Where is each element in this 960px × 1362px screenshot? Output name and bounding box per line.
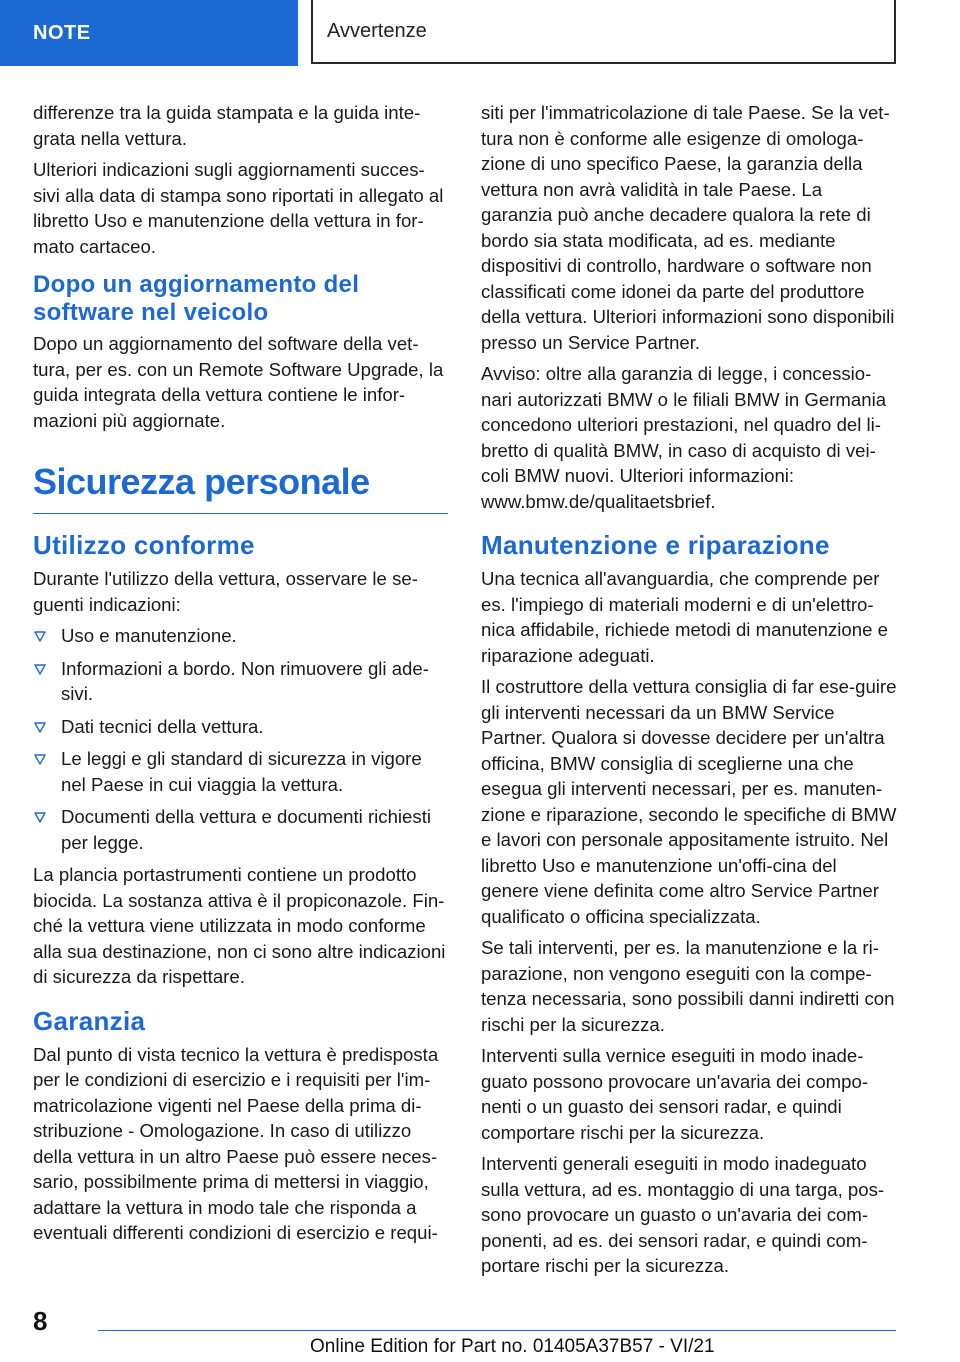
triangle-bullet-icon: [34, 664, 46, 675]
right-column: [481, 100, 898, 1285]
paragraph: Una tecnica all'avanguardia, che comprende per es. l'impiego di materiali moderni e di un'elettro-nica affidabile, richiede metodi di manutenzione e riparazione adeguati.: [481, 568, 888, 666]
list-item: [33, 804, 448, 855]
triangle-bullet-icon: [34, 754, 46, 765]
page-number: 8: [33, 1306, 48, 1336]
heading-warranty: Garanzia: [33, 1005, 146, 1036]
paragraph: differenze tra la guida stampata e la guida inte-grata nella vettura.: [33, 102, 421, 149]
page-header: [0, 0, 960, 66]
list-item-text: Dati tecnici della vettura.: [61, 715, 264, 737]
bullet-list: [33, 623, 448, 855]
triangle-bullet-icon: [34, 722, 46, 733]
paragraph: Dopo un aggiornamento del software della vet-tura, per es. con un Remote Software Upgrade, la guida integrata della vettura contiene le infor-mazioni più aggiornate.: [33, 333, 444, 431]
list-item: [33, 623, 448, 649]
paragraph: Durante l'utilizzo della vettura, osservare le se-guenti indicazioni:: [33, 568, 418, 615]
paragraph: Interventi sulla vernice eseguiti in modo inade-guato possono provocare un'avaria dei compo-nenti o un guasto dei sensori radar, e quindi comportare rischi per la sicurezza.: [481, 1045, 869, 1143]
left-column: [33, 100, 448, 1252]
paragraph: La plancia portastrumenti contiene un prodotto biocida. La sostanza attiva è il propiconazole. Fin-ché la vettura viene utilizzata in modo conforme alla sua destinazione, non ci sono altre indicazioni di sicurezza da rispettare.: [33, 864, 446, 987]
paragraph: Dal punto di vista tecnico la vettura è predisposta per le condizioni di esercizio e i requisiti per l'im-matricolazione vigenti nel Paese della prima di-stribuzione - Omologazione. In caso di utilizzo della vettura in un altro Paese può essere neces-sario, possibilmente prima di mettersi in viaggio, adattare la vettura in modo tale che risponda a eventuali differenti condizioni di esercizio e requi-: [33, 1043, 439, 1243]
paragraph: Avviso: oltre alla garanzia di legge, i concessio-nari autorizzati BMW o le filiali BMW in Germania concedono ulteriori prestazioni, nel quadro del li-bretto di qualità BMW, in caso di acquisto di vei-coli BMW nuovi. Ulteriori informazioni: www.bmw.de/qualitaetsbrief.: [481, 363, 887, 512]
paragraph: Interventi generali eseguiti in modo inadeguato sulla vettura, ad es. montaggio di una targa, pos-sono provocare un guasto o un'avaria dei com-ponenti, ad es. dei sensori radar, e quindi com-portare rischi per la sicurezza.: [481, 1153, 885, 1276]
paragraph: siti per l'immatricolazione di tale Paese. Se la vet-tura non è conforme alle esigenze di omologa-zione di uno specifico Paese, la garanzia della vettura non avrà validità in tale Paese. La garanzia può anche decadere qualora la rete di bordo sia stata modificata, ad es. mediante dispositivi di controllo, hardware o software non classificati come idonei da parte del produttore della vettura. Ulteriori informazioni sono disponibili presso un Service Partner.: [481, 102, 895, 353]
paragraph: Il costruttore della vettura consiglia di far ese-guire gli interventi necessari da un BMW Service Partner. Qualora si dovesse decidere per un'altra officina, BMW consiglia di sceglierne una che esegua gli interventi necessari, per es. manuten-zione e riparazione, secondo le specifiche di BMW e lavori con personale appositamente istruito. Nel libretto Uso e manutenzione un'offi-cina del genere viene definita come altro Service Partner qualificato o officina specializzata.: [481, 676, 897, 927]
heading-maintenance: Manutenzione e riparazione: [481, 530, 830, 560]
paragraph: Se tali interventi, per es. la manutenzione e la ri-parazione, non vengono eseguiti con la compe-tenza necessaria, sono possibili danni indiretti con rischi per la sicurezza.: [481, 937, 895, 1035]
list-item-text: Documenti della vettura e documenti richiesti per legge.: [61, 806, 431, 853]
triangle-bullet-icon: [34, 812, 46, 823]
triangle-bullet-icon: [34, 631, 46, 642]
section-title: Avvertenze: [311, 0, 896, 64]
subheading-software-update: Dopo un aggiornamento del software nel veicolo: [33, 271, 360, 326]
list-item-text: Uso e manutenzione.: [61, 625, 237, 646]
list-item-text: Le leggi e gli standard di sicurezza in vigore nel Paese in cui viaggia la vettura.: [61, 748, 422, 795]
chapter-tab[interactable]: NOTE: [0, 0, 298, 66]
list-item-text: Informazioni a bordo. Non rimuovere gli ade-sivi.: [61, 657, 429, 704]
footer-divider: [98, 1330, 896, 1331]
list-item: [33, 656, 448, 707]
list-item: [33, 714, 448, 740]
paragraph: Ulteriori indicazioni sugli aggiornamenti succes-sivi alla data di stampa sono riportati in allegato al libretto Uso e manutenzione della vettura in for-mato cartaceo.: [33, 159, 444, 257]
heading-intended-use: Utilizzo conforme: [33, 530, 255, 560]
list-item: [33, 746, 448, 797]
footer-edition: Online Edition for Part no. 01405A37B57 - VI/21: [310, 1336, 715, 1357]
chapter-heading: Sicurezza personale: [33, 459, 448, 514]
